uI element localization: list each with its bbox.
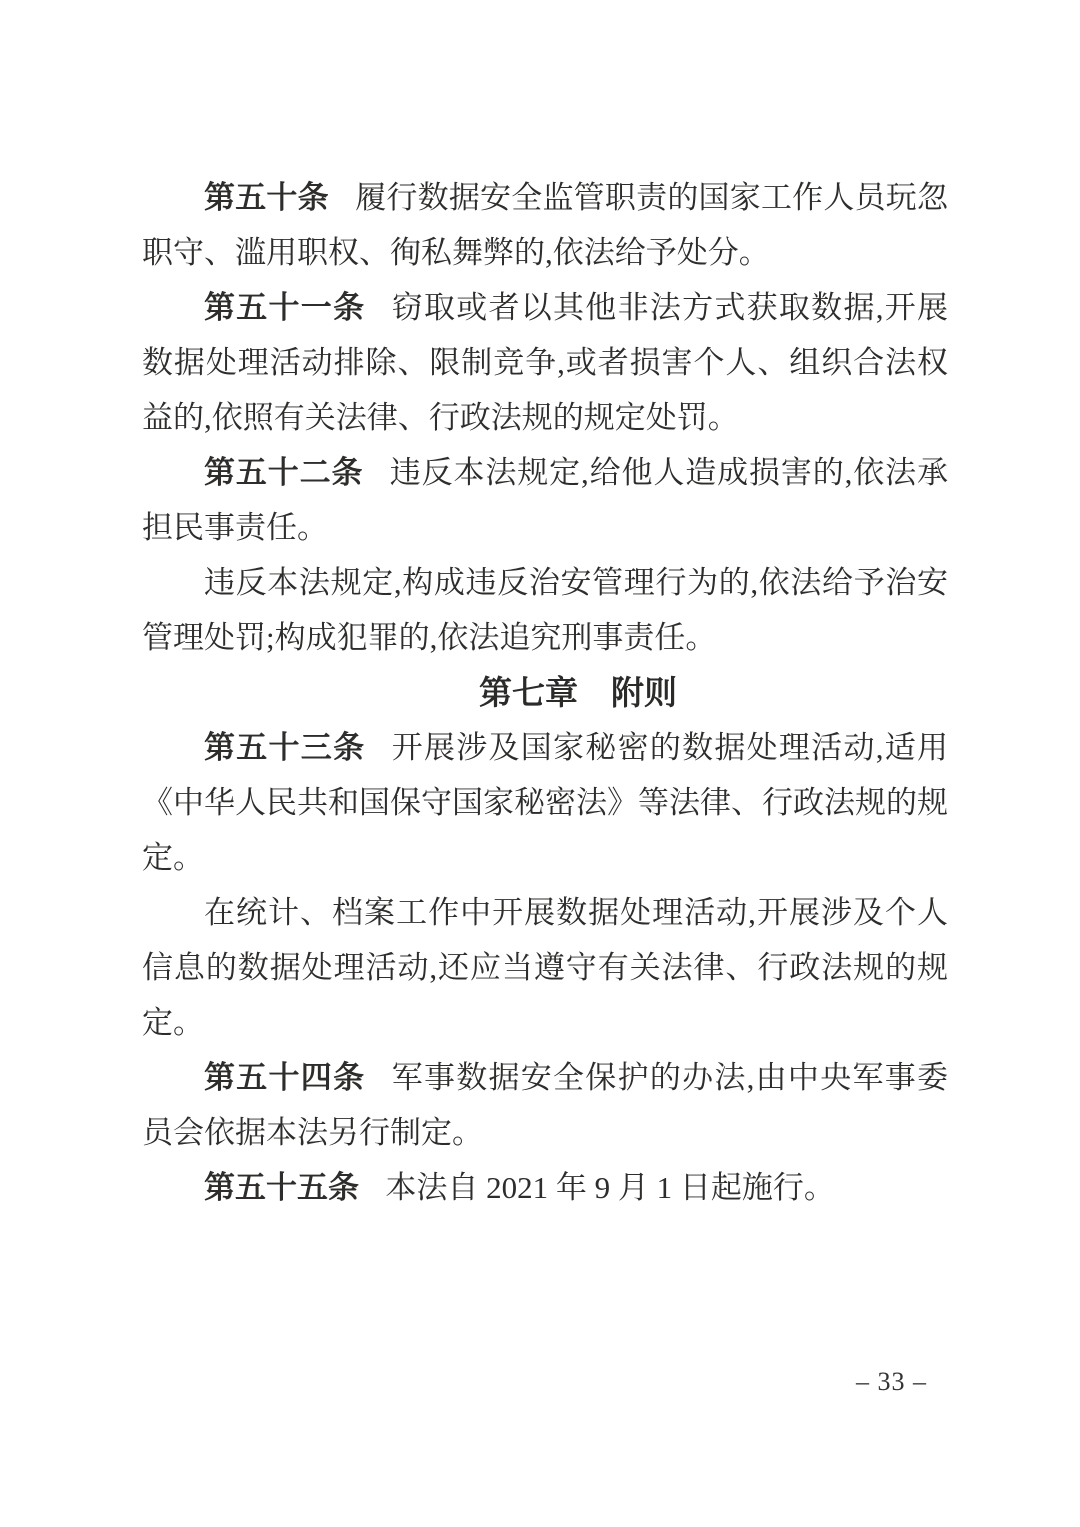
article-text: 履行数据安全监管职责的国家工作人员玩忽职守、滥用职权、徇私舞弊的,依法给予处分。 — [142, 180, 949, 270]
article-text: 军事数据安全保护的办法,由中央军事委员会依据本法另行制定。 — [142, 1060, 948, 1150]
chapter-heading: 第七章 附则 — [479, 674, 677, 711]
page-number: – 33 – — [856, 1367, 927, 1396]
article-paragraph — [142, 885, 948, 1050]
article-text: 违反本法规定,构成违反治安管理行为的,依法给予治安管理处罚;构成犯罪的,依法追究刑事责任。 — [142, 565, 948, 655]
article-paragraph — [142, 170, 948, 280]
article-paragraph — [142, 555, 948, 665]
article-paragraph — [142, 1160, 948, 1215]
article-text: 窃取或者以其他非法方式获取数据,开展数据处理活动排除、限制竞争,或者损害个人、组织合法权益的,依照有关法律、行政法规的规定处罚。 — [142, 290, 948, 435]
article-number: 第五十条 — [204, 180, 329, 215]
law-text-block — [142, 170, 948, 1215]
article-number: 第五十二条 — [204, 455, 364, 490]
article-text: 在统计、档案工作中开展数据处理活动,开展涉及个人信息的数据处理活动,还应当遵守有关法律、行政法规的规定。 — [142, 895, 948, 1040]
article-text: 本法自 2021 年 9 月 1 日起施行。 — [385, 1170, 835, 1205]
article-text: 违反本法规定,给他人造成损害的,依法承担民事责任。 — [142, 455, 949, 545]
article-paragraph — [142, 445, 948, 555]
article-paragraph — [142, 1050, 948, 1160]
article-number: 第五十四条 — [204, 1060, 366, 1095]
article-text: 开展涉及国家秘密的数据处理活动,适用《中华人民共和国保守国家秘密法》等法律、行政法规的规定。 — [142, 730, 948, 875]
article-number: 第五十一条 — [204, 290, 366, 325]
article-paragraph — [142, 720, 948, 885]
article-number: 第五十三条 — [204, 730, 366, 765]
article-number: 第五十五条 — [204, 1170, 359, 1205]
article-paragraph — [142, 280, 948, 445]
